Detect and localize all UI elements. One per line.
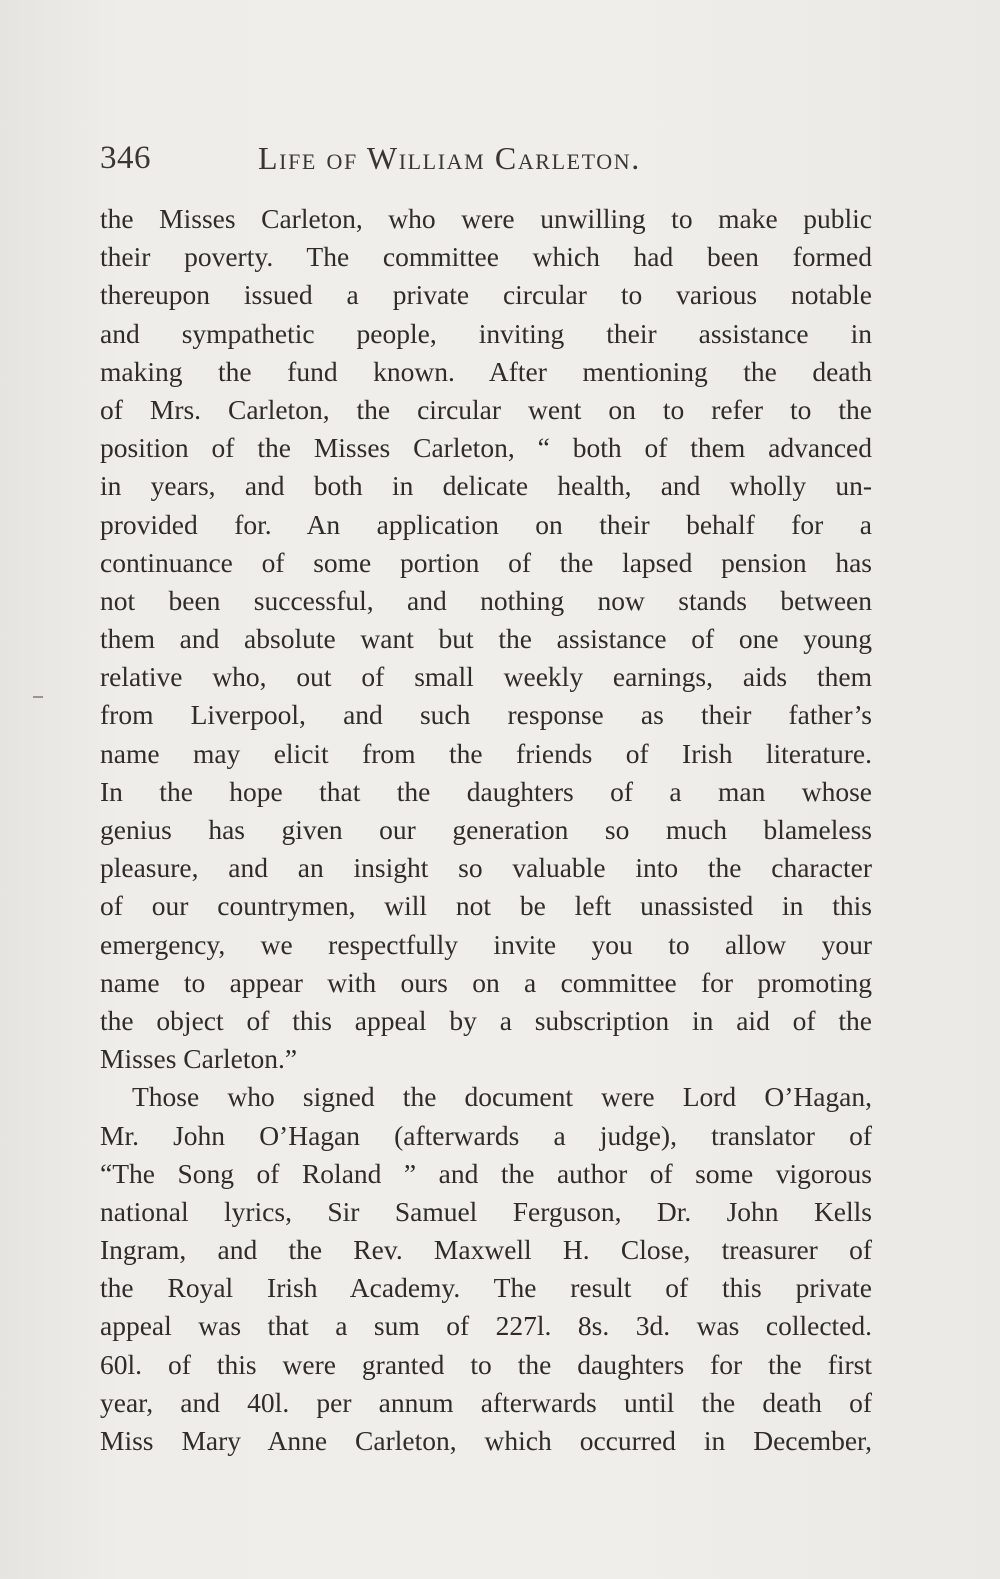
text-line: thereupon issued a private circular to various notable [100,279,872,311]
text-line: provided for. An application on their behalf for a [100,508,872,540]
text-line: genius has given our generation so much blameless [100,814,872,845]
text-line: relative who, out of small weekly earnings, aids them [100,661,872,693]
page-header [100,136,875,186]
text-line: their poverty. The committee which had been formed [100,241,872,273]
text-line: appeal was that a sum of 227l. 8s. 3d. was collected. [100,1310,872,1342]
text-line: pleasure, and an insight so valuable into the character [100,852,872,884]
text-line: year, and 40l. per annum afterwards until the death of [100,1386,872,1418]
text-line: of our countrymen, will not be left unassisted in this [100,890,872,922]
text-line: and sympathetic people, inviting their assistance in [100,317,872,349]
text-line: Mr. John O’Hagan (afterwards a judge), translator of [100,1119,872,1151]
text-line: emergency, we respectfully invite you to allow your [100,928,872,960]
text-line: In the hope that the daughters of a man whose [100,775,872,807]
paragraph-start-line: Those who signed the document were Lord O’Hagan, [132,1081,872,1113]
text-line: the object of this appeal by a subscription in aid of the [100,1004,872,1036]
text-line: Miss Mary Anne Carleton, which occurred in December, [100,1425,872,1456]
text-line: name to appear with ours on a committee for promoting [100,966,872,998]
text-line: making the fund known. After mentioning the death [100,355,872,387]
text-line: continuance of some portion of the lapsed pension has [100,546,872,578]
text-line: the Misses Carleton, who were unwilling to make public [100,203,872,234]
page-number: 346 [100,140,151,176]
text-line: national lyrics, Sir Samuel Ferguson, Dr. John Kells [100,1195,872,1227]
text-line: in years, and both in delicate health, and wholly un- [100,470,872,502]
text-line: Ingram, and the Rev. Maxwell H. Close, treasurer of [100,1234,872,1266]
running-title: Life of William Carleton. [258,140,641,176]
text-line: 60l. of this were granted to the daughters for the first [100,1348,872,1380]
text-line: name may elicit from the friends of Irish literature. [100,737,872,769]
text-line: position of the Misses Carleton, “ both of them advanced [100,432,872,464]
text-line: not been successful, and nothing now stands between [100,584,872,616]
text-line: Misses Carleton.” [100,1043,298,1075]
body-text [100,200,872,1460]
text-line: of Mrs. Carleton, the circular went on to refer to the [100,393,872,425]
margin-mark [33,696,43,698]
text-line: them and absolute want but the assistance of one young [100,623,872,655]
text-line: from Liverpool, and such response as their father’s [100,699,872,731]
text-line: the Royal Irish Academy. The result of this private [100,1272,872,1304]
text-line: “The Song of Roland ” and the author of some vigorous [100,1157,872,1189]
